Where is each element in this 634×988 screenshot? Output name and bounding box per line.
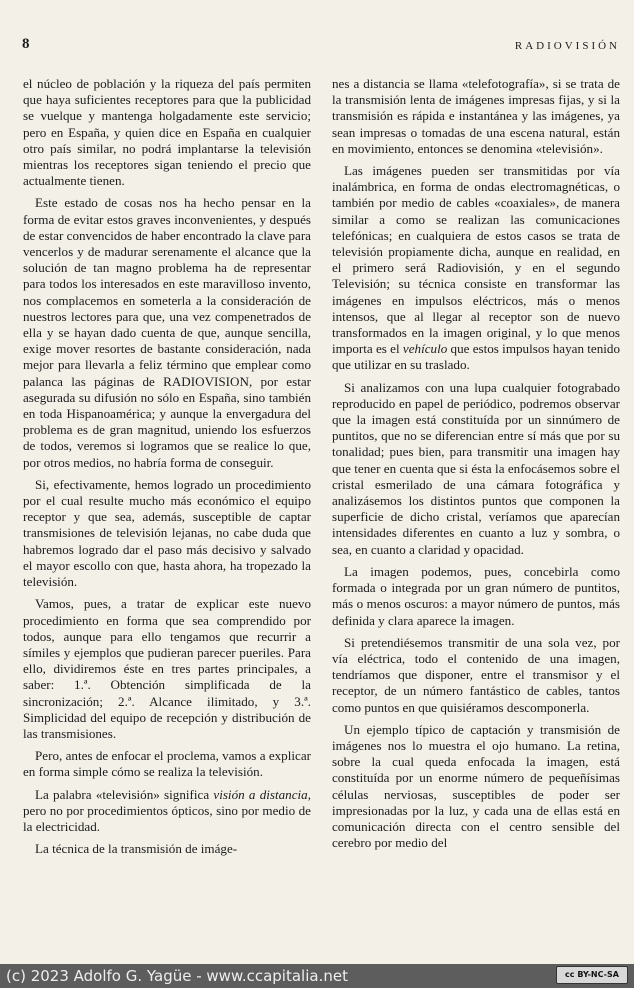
paragraph: nes a distancia se llama «telefotografía», si se trata de la transmisión lenta de imágenes impresas fijas, y si la transmisión es rápida e instantánea y las imágenes, ya sean impresas o tomadas de una escena natural, están en movimiento, entonces se denomina «televisión». bbox=[332, 76, 620, 156]
paragraph: Si analizamos con una lupa cualquier fotograbado reproducido en papel de periódico, podremos observar que la imagen está constituída por un sinnúmero de puntitos, que no se diferencian entre sí más que por su tonalidad; pues bien, para transmitir una imagen hay que tener en cuenta que si ésta la enfocásemos sobre el cristal esmerilado de una cámara fotográfica y analizásemos los distintos puntos que componen la superficie de dicho cristal, veríamos que aparecían intensidades diferentes en cuanto a luz y sombra, o sea, en cuanto a claridad y opacidad. bbox=[332, 379, 620, 557]
paragraph: La técnica de la transmisión de imáge- bbox=[35, 841, 238, 857]
paragraph: el núcleo de población y la riqueza del país permiten que haya suficientes receptores para que la publicidad se vuelque y mantenga holgadamente este servicio; pero en España, y quien dice en España en cualquier otro país similar, no podrá implantarse la televisión mientras los receptores sigan teniendo el precio que actualmente tienen. bbox=[23, 76, 311, 189]
right-column bbox=[332, 76, 620, 857]
cc-license-badge: cc BY-NC-SA bbox=[556, 966, 628, 984]
paragraph: Pero, antes de enfocar el proclema, vamos a explicar en forma simple cómo se realiza la televisión. bbox=[23, 748, 311, 780]
paragraph: La imagen podemos, pues, concebirla como formada o integrada por un gran número de puntitos, más o menos oscuros: a mayor número de puntos, más definida y clara aparece la imagen. bbox=[332, 563, 620, 628]
copyright-text: (c) 2023 Adolfo G. Yagüe - www.ccapitalia.net bbox=[6, 967, 348, 985]
left-column bbox=[23, 76, 311, 863]
paragraph: Si pretendiésemos transmitir de una sola vez, por vía eléctrica, todo el contenido de una imagen, tendríamos que disponer, entre el transmisor y el receptor, de un número fantástico de cables, tantos como puntos en que quisiéramos descomponerla. bbox=[332, 634, 620, 715]
paragraph: La palabra «televisión» significa visión a distancia, pero no por procedimientos ópticos, sino por medio de la electricidad. bbox=[23, 786, 311, 834]
paragraph: Un ejemplo típico de captación y transmisión de imágenes nos lo muestra el ojo humano. La retina, sobre la cual queda enfocada la imagen, está constituída por un enorme número de pequeñísimas células nerviosas, susceptibles de poder ser impresionadas por la luz, y cada una de ellas está en comunicación directa con el centro sensible del cerebro por medio del bbox=[332, 721, 620, 851]
copyright-footer bbox=[0, 964, 634, 988]
running-head: RADIOVISIÓN bbox=[514, 40, 620, 52]
paragraph: Este estado de cosas nos ha hecho pensar en la forma de evitar estos graves inconvenientes, y después de estar convencidos de haber encontrado la clave para vencerlos y de madurar serenamente el alcance que la solución de tan magno problema ha de representar para todos los interesados en este maravilloso invento, nos complacemos en someterla a la consideración de nuestros lectores para que, una vez compenetrados de ella y se hayan dado cuenta de que, aunque sencilla, exige mover resortes de bastante consideración, nada mejor para llevarla a feliz término que emplear como palanca las páginas de RADIOVISION, por estar asegurada su difusión no sólo en España, sino también en toda Hispanoamérica; y aunque la envergadura del problema es de gran magnitud, uniendo los esfuerzos de todos, veremos si logramos que se realice lo que, por otros medios, no habría forma de conseguir. bbox=[23, 195, 311, 470]
paragraph: Si, efectivamente, hemos logrado un procedimiento por el cual resulte mucho más económico el equipo receptor y que sea, además, susceptible de captar transmisiones de televisión lejanas, no cabe duda que habremos logrado dar el paso más decisivo y salvado el mayor escollo con que, hasta ahora, ha tropezado la televisión. bbox=[23, 476, 311, 590]
paragraph: Vamos, pues, a tratar de explicar este nuevo procedimiento en forma que sea comprendido por todos, aunque para ello tengamos que recurrir a símiles y ejemplos que pudieran parecer pueriles. Para ello, dividiremos éste en tres partes principales, a saber: 1.ª. Obtención simplificada de la sincronización; 2.ª. Alcance ilimitado, y 3.ª. Simplicidad del equipo de recepción y distribución de las transmisiones. bbox=[23, 596, 311, 741]
paragraph: Las imágenes pueden ser transmitidas por vía inalámbrica, en forma de ondas electromagnéticas, o también por medio de cables «coaxiales», de manera similar a como se realizan las comunicaciones telefónicas; en cualquiera de estos casos se trata de televisión propiamente dicha, aunque en realidad, en el primero será Radiovisión, y en el segundo Televisión; su técnica consiste en transformar las imágenes en impulsos eléctricos, más o menos intensos, que al llegar al receptor son de nuevo transformados en la imagen original, y lo que menos importa es el vehículo que estos impulsos hayan tenido que utilizar en su traslado. bbox=[332, 163, 621, 373]
page-number: 8 bbox=[22, 36, 30, 52]
